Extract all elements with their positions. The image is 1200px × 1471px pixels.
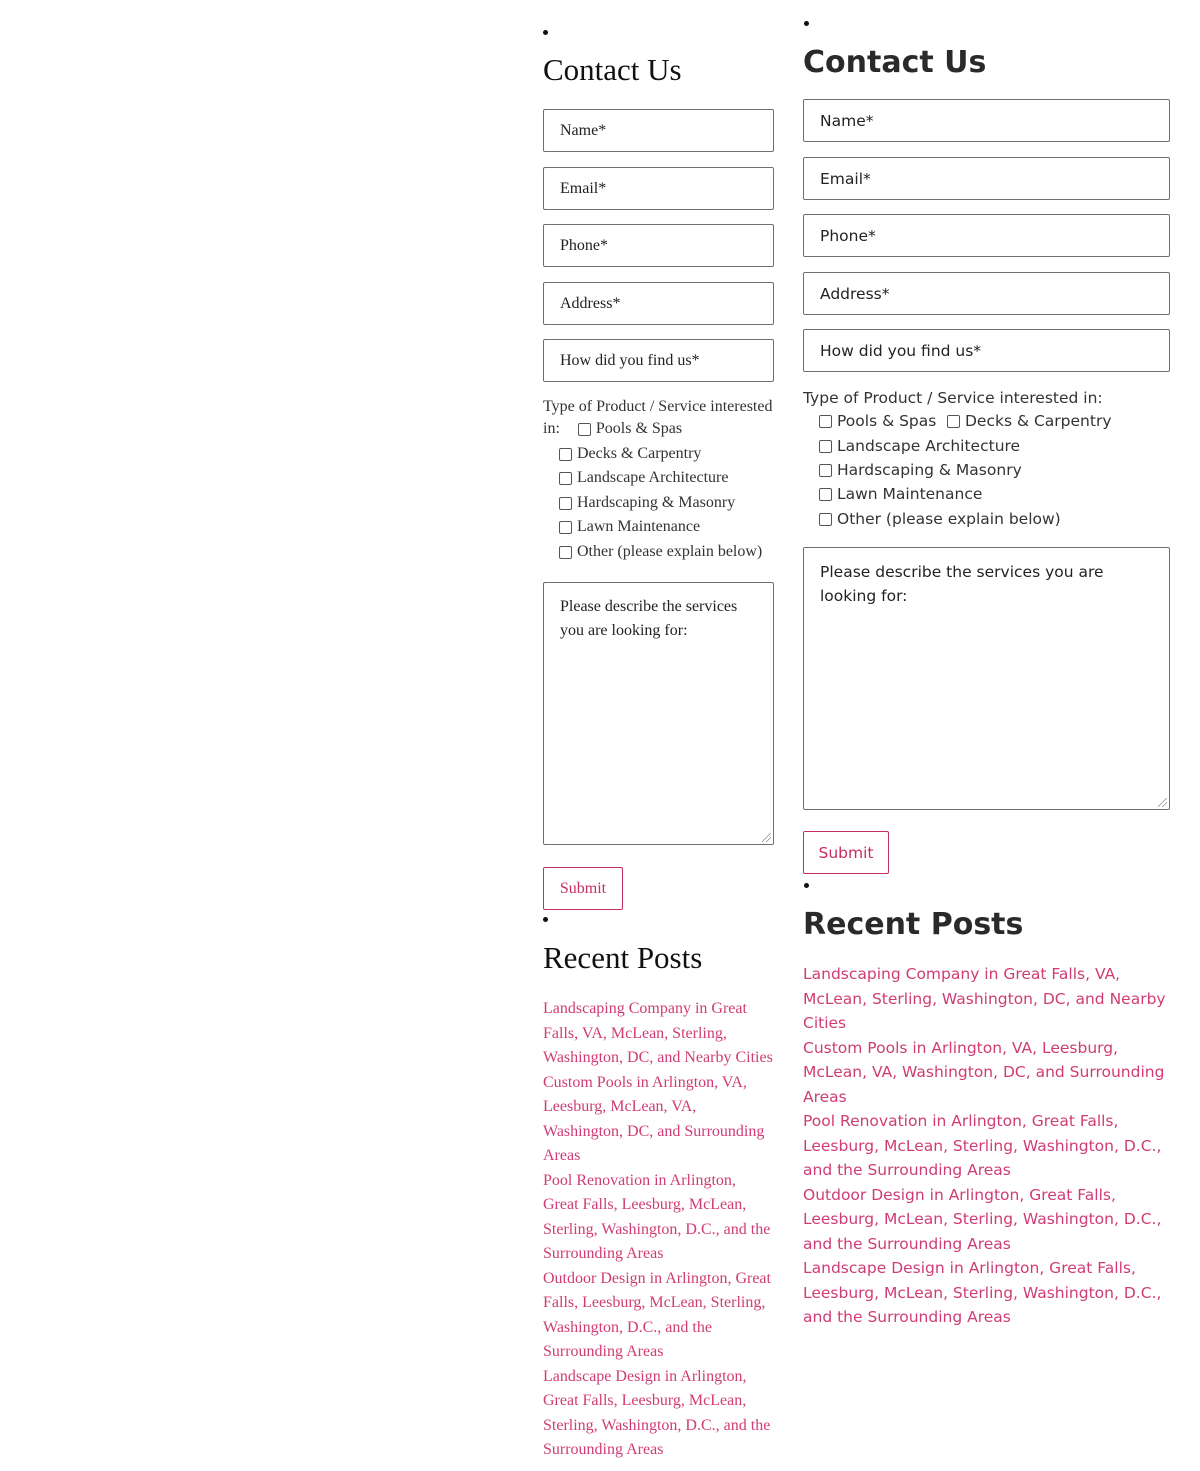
list-item: [543, 1169, 774, 1267]
checkbox-pools-spas[interactable]: [578, 423, 591, 436]
service-type-label-line2: in:: [543, 420, 560, 437]
list-bullet: [804, 883, 809, 888]
checkbox-label-decks: Decks & Carpentry: [577, 445, 702, 462]
how-found-field[interactable]: How did you find us*: [543, 339, 774, 382]
checkbox-label-other: Other (please explain below): [837, 510, 1061, 528]
checkbox-label-lawn: Lawn Maintenance: [577, 518, 701, 535]
checkbox-label-decks: Decks & Carpentry: [965, 412, 1112, 430]
list-bullet: [543, 917, 548, 922]
resize-grip-icon[interactable]: [762, 833, 771, 842]
checkbox-item-decks[interactable]: [559, 445, 701, 463]
phone-field[interactable]: Phone*: [543, 224, 774, 267]
post-link[interactable]: Landscape Design in Arlington, Great Falls, Leesburg, McLean, Sterling, Washington, D.C., and the Surrounding Areas: [543, 1367, 771, 1458]
list-item: [543, 1365, 774, 1463]
address-field[interactable]: Address*: [543, 282, 774, 325]
address-field[interactable]: Address*: [803, 272, 1170, 315]
checkbox-landscape-architecture[interactable]: [559, 472, 572, 485]
post-link[interactable]: Landscaping Company in Great Falls, VA, McLean, Sterling, Washington, DC, and Nearby Cities: [543, 1000, 773, 1066]
list-bullet: [804, 21, 809, 26]
checkbox-pools-spas[interactable]: [819, 415, 832, 428]
recent-posts-list: [803, 962, 1170, 1330]
service-type-label-line1: Type of Product / Service interested: [543, 398, 773, 415]
contact-heading: Contact Us: [543, 52, 682, 87]
checkbox-lawn-maintenance[interactable]: [819, 488, 832, 501]
checkbox-label-landscape: Landscape Architecture: [837, 437, 1021, 455]
checkbox-label-hardscaping: Hardscaping & Masonry: [577, 494, 736, 511]
checkbox-item-other[interactable]: [559, 543, 762, 561]
post-link[interactable]: Outdoor Design in Arlington, Great Falls, Leesburg, McLean, Sterling, Washington, D.C., and the Surrounding Areas: [543, 1269, 771, 1360]
checkbox-label-pools-spas: Pools & Spas: [595, 420, 683, 437]
list-item: [803, 1036, 1170, 1110]
list-item: [803, 1256, 1170, 1330]
message-placeholder: Please describe the services you are looking for:: [820, 563, 1104, 605]
post-link[interactable]: Landscaping Company in Great Falls, VA, McLean, Sterling, Washington, DC, and Nearby Cities: [803, 965, 1166, 1032]
checkbox-lawn-maintenance[interactable]: [559, 521, 572, 534]
phone-field[interactable]: Phone*: [803, 214, 1170, 257]
service-type-label-line2-row: [543, 420, 682, 438]
recent-posts-heading: Recent Posts: [543, 940, 703, 975]
checkbox-decks-carpentry[interactable]: [947, 415, 960, 428]
checkbox-hardscaping-masonry[interactable]: [559, 497, 572, 510]
post-link[interactable]: Custom Pools in Arlington, VA, Leesburg, McLean, VA, Washington, DC, and Surrounding Areas: [543, 1073, 765, 1164]
resize-grip-icon[interactable]: [1158, 798, 1167, 807]
submit-button[interactable]: Submit: [803, 831, 889, 874]
checkbox-decks-carpentry[interactable]: [559, 448, 572, 461]
message-placeholder: Please describe the services you are looking for:: [560, 598, 738, 639]
checkbox-other[interactable]: [819, 513, 832, 526]
checkbox-item-pools[interactable]: [819, 412, 936, 430]
checkbox-label-lawn: Lawn Maintenance: [837, 485, 983, 503]
post-link[interactable]: Outdoor Design in Arlington, Great Falls, Leesburg, McLean, Sterling, Washington, D.C., and the Surrounding Areas: [803, 1185, 1162, 1253]
checkbox-label-other: Other (please explain below): [577, 543, 763, 560]
checkbox-item-landscape[interactable]: [559, 469, 728, 487]
message-textarea[interactable]: [803, 547, 1170, 810]
post-link[interactable]: Custom Pools in Arlington, VA, Leesburg, McLean, VA, Washington, DC, and Surrounding Areas: [803, 1038, 1165, 1106]
checkbox-label-pools-spas: Pools & Spas: [837, 412, 937, 430]
recent-posts-list: [543, 997, 774, 1463]
recent-posts-heading: Recent Posts: [803, 907, 1024, 942]
checkbox-item-lawn[interactable]: [819, 485, 982, 503]
checkbox-item-landscape[interactable]: [819, 437, 1020, 455]
checkbox-other[interactable]: [559, 546, 572, 559]
submit-button[interactable]: Submit: [543, 867, 623, 910]
list-item: [803, 1183, 1170, 1257]
checkbox-item-other[interactable]: [819, 510, 1061, 528]
list-bullet: [543, 30, 548, 35]
post-link[interactable]: Pool Renovation in Arlington, Great Falls, Leesburg, McLean, Sterling, Washington, D.C., and the Surrounding Areas: [543, 1171, 771, 1262]
checkbox-item-hardscaping[interactable]: [559, 494, 735, 512]
list-item: [803, 962, 1170, 1036]
checkbox-item-hardscaping[interactable]: [819, 461, 1022, 479]
email-field[interactable]: Email*: [803, 157, 1170, 200]
checkbox-item-lawn[interactable]: [559, 518, 700, 536]
email-field[interactable]: Email*: [543, 167, 774, 210]
how-found-field[interactable]: How did you find us*: [803, 329, 1170, 372]
checkbox-landscape-architecture[interactable]: [819, 440, 832, 453]
checkbox-label-landscape: Landscape Architecture: [577, 469, 729, 486]
post-link[interactable]: Landscape Design in Arlington, Great Falls, Leesburg, McLean, Sterling, Washington, D.C., and the Surrounding Areas: [803, 1259, 1162, 1326]
list-item: [543, 997, 774, 1071]
list-item: [543, 1267, 774, 1365]
contact-heading: Contact Us: [803, 45, 987, 80]
checkbox-hardscaping-masonry[interactable]: [819, 464, 832, 477]
list-item: [803, 1109, 1170, 1183]
checkbox-label-hardscaping: Hardscaping & Masonry: [837, 461, 1022, 479]
post-link[interactable]: Pool Renovation in Arlington, Great Falls, Leesburg, McLean, Sterling, Washington, D.C., and the Surrounding Areas: [803, 1112, 1162, 1179]
service-type-label: Type of Product / Service interested in:: [803, 389, 1103, 407]
message-textarea[interactable]: [543, 582, 774, 845]
name-field[interactable]: Name*: [543, 109, 774, 152]
list-item: [543, 1071, 774, 1169]
name-field[interactable]: Name*: [803, 99, 1170, 142]
checkbox-item-decks[interactable]: [947, 412, 1112, 430]
service-type-label: [543, 394, 774, 419]
